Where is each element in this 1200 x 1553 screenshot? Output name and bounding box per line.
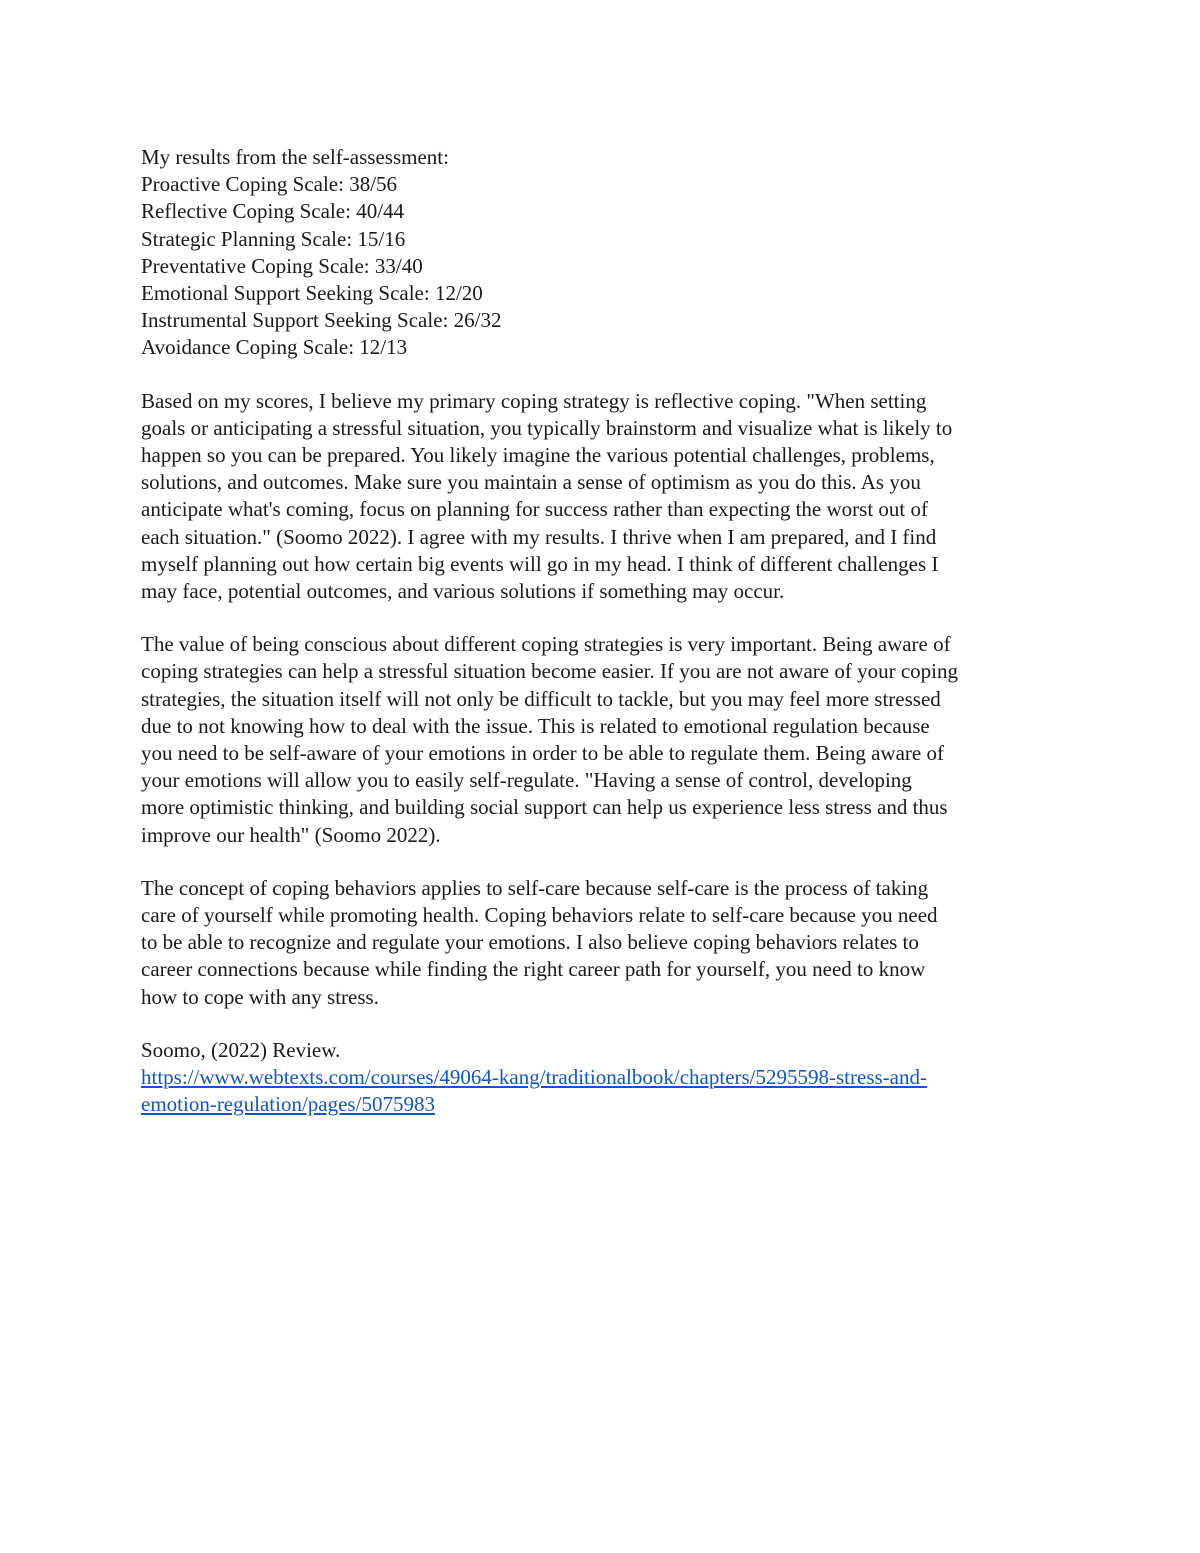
paragraph-line: improve our health" (Soomo 2022).: [141, 822, 441, 847]
result-item-preventative: Preventative Coping Scale: 33/40: [141, 253, 423, 278]
result-item-reflective: Reflective Coping Scale: 40/44: [141, 199, 405, 224]
paragraph-line: myself planning out how certain big events will go in my head. I think of different challenges I: [141, 551, 939, 576]
reference-link-line-2[interactable]: emotion-regulation/pages/5075983: [141, 1092, 435, 1117]
paragraph-line: career connections because while finding the right career path for yourself, you need to know: [141, 957, 926, 982]
paragraph-line: to be able to recognize and regulate your emotions. I also believe coping behaviors relates to: [141, 930, 919, 955]
result-item-avoidance: Avoidance Coping Scale: 12/13: [141, 335, 408, 360]
result-item-proactive: Proactive Coping Scale: 38/56: [141, 172, 398, 197]
reference-block: [141, 1037, 1071, 1119]
paragraph-line: goals or anticipating a stressful situation, you typically brainstorm and visualize what is likely to: [141, 415, 953, 440]
paragraph-primary-strategy: [141, 388, 1071, 606]
paragraph-line: solutions, and outcomes. Make sure you maintain a sense of optimism as you do this. As you: [141, 470, 921, 495]
result-item-emotional-support: Emotional Support Seeking Scale: 12/20: [141, 281, 483, 306]
reference-citation: Soomo, (2022) Review.: [141, 1037, 341, 1062]
paragraph-line: happen so you can be prepared. You likely imagine the various potential challenges, problems,: [141, 443, 935, 468]
paragraph-line: due to not knowing how to deal with the issue. This is related to emotional regulation because: [141, 713, 930, 738]
results-heading: My results from the self-assessment:: [141, 145, 449, 169]
paragraph-line: coping strategies can help a stressful situation become easier. If you are not aware of your coping: [141, 659, 958, 684]
paragraph-line: more optimistic thinking, and building social support can help us experience less stress and thus: [141, 795, 948, 820]
results-block: [141, 144, 1071, 362]
paragraph-self-care: [141, 875, 1071, 1011]
paragraph-line: The concept of coping behaviors applies to self-care because self-care is the process of taking: [141, 875, 929, 900]
paragraph-value-of-coping: [141, 631, 1071, 849]
paragraph-line: how to cope with any stress.: [141, 984, 379, 1009]
result-item-instrumental-support: Instrumental Support Seeking Scale: 26/32: [141, 308, 502, 333]
paragraph-line: anticipate what's coming, focus on planning for success rather than expecting the worst out of: [141, 497, 928, 522]
paragraph-line: care of yourself while promoting health. Coping behaviors relate to self-care because you need: [141, 903, 938, 928]
paragraph-line: you need to be self-aware of your emotions in order to be able to regulate them. Being aware of: [141, 741, 944, 766]
paragraph-line: each situation." (Soomo 2022). I agree with my results. I thrive when I am prepared, and I find: [141, 524, 937, 549]
reference-link-line-1[interactable]: https://www.webtexts.com/courses/49064-kang/traditionalbook/chapters/5295598-stress-and-: [141, 1065, 927, 1090]
paragraph-line: your emotions will allow you to easily self-regulate. "Having a sense of control, developing: [141, 768, 912, 793]
reference-link[interactable]: [141, 1064, 1071, 1118]
paragraph-line: may face, potential outcomes, and various solutions if something may occur.: [141, 579, 785, 604]
result-item-strategic-planning: Strategic Planning Scale: 15/16: [141, 226, 406, 251]
document-body: [141, 144, 1071, 1145]
paragraph-line: Based on my scores, I believe my primary coping strategy is reflective coping. "When setting: [141, 388, 927, 413]
paragraph-line: strategies, the situation itself will not only be difficult to tackle, but you may feel more stressed: [141, 686, 941, 711]
paragraph-line: The value of being conscious about different coping strategies is very important. Being aware of: [141, 632, 951, 657]
